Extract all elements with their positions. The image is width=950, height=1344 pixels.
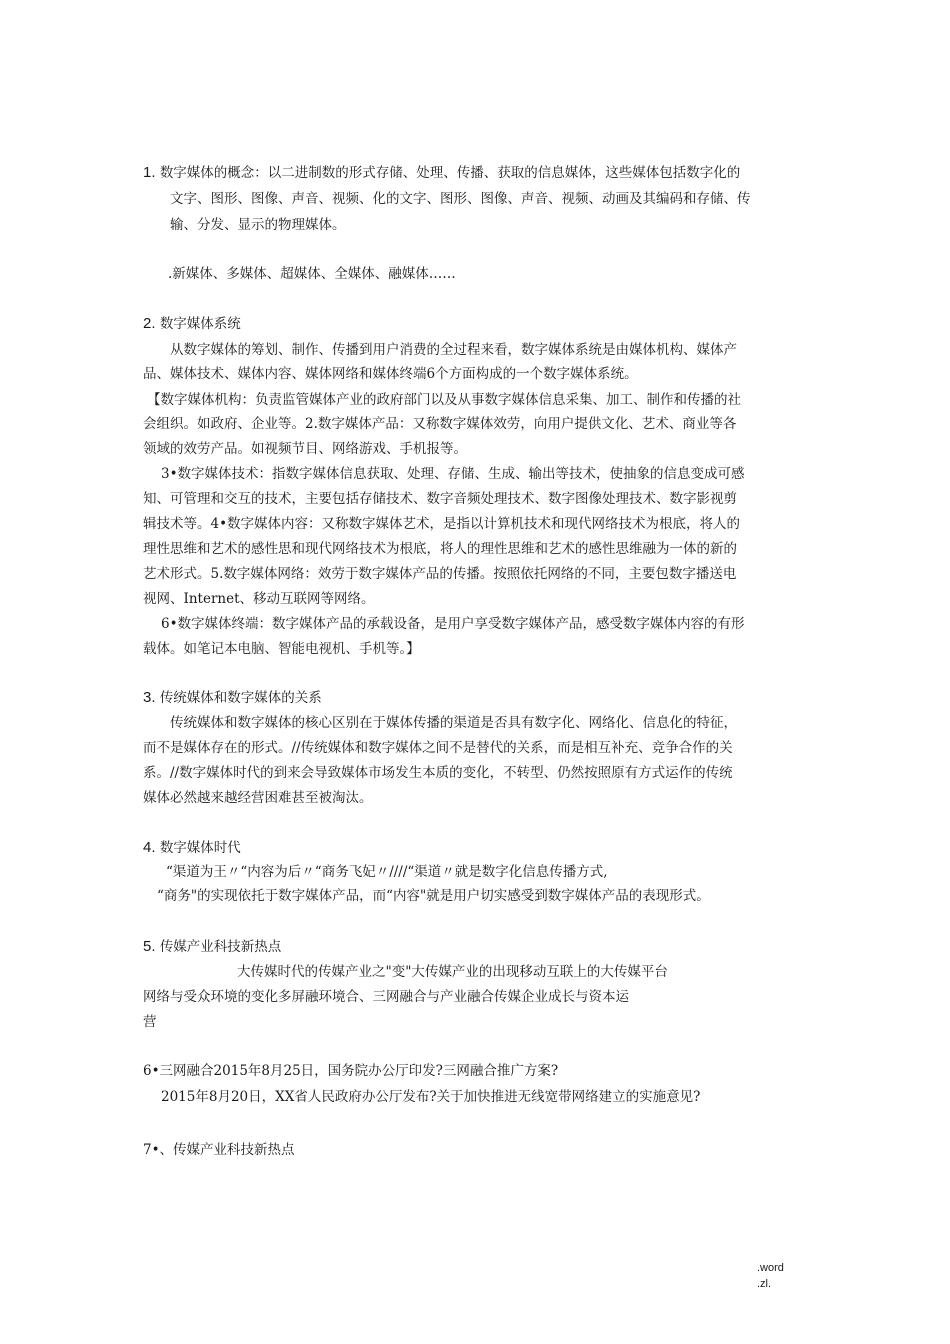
paragraph-line: 3•数字媒体技术：指数字媒体信息获取、处理、存储、生成、输出等技术，使抽象的信息变成可感 [161, 466, 745, 482]
paragraph-line: 营 [143, 1014, 157, 1030]
paragraph-line: “商务"的实现依托于数字媒体产品，而“内容"就是用户切实感受到数字媒体产品的表现形式。 [157, 888, 710, 904]
section-1-heading [143, 163, 740, 183]
section-title: 数字媒体系统 [159, 316, 241, 332]
paragraph-line: 领域的效劳产品。如视频节目、网络游戏、手机报等。 [143, 441, 467, 457]
footer-zl: .zl. [757, 1278, 772, 1290]
paragraph-line: 理性思维和艺术的感性思和现代网络技术为根底，将人的理性思维和艺术的感性思维融为一体的新的 [143, 541, 737, 557]
paragraph-line: 知、可管理和交互的技术，主要包括存储技术、数字音频处理技术、数字图像处理技术、数字影视剪 [143, 491, 737, 507]
section-2-heading [143, 314, 241, 334]
section-5-heading [143, 937, 281, 957]
section-1-line-3: 输、分发、显示的物理媒体。 [170, 217, 346, 233]
paragraph-line: 品、媒体技术、媒体内容、媒体网络和媒体终端6个方面构成的一个数字媒体系统。 [143, 366, 638, 382]
media-types-line: .新媒体、多媒体、超媒体、全媒体、融媒体…… [168, 266, 456, 282]
section-title: 数字媒体时代 [159, 840, 241, 856]
paragraph-line: 6•数字媒体终端：数字媒体产品的承载设备，是用户享受数字媒体产品，感受数字媒体内容的有形 [161, 616, 745, 632]
section-number: 4. [143, 839, 156, 856]
paragraph-line: 传统媒体和数字媒体的核心区别在于媒体传播的渠道是否具有数字化、网络化、信息化的特征， [170, 715, 737, 731]
paragraph-line: 而不是媒体存在的形式。//传统媒体和数字媒体之间不是替代的关系，而是相互补充、竞争合作的关 [143, 740, 733, 756]
paragraph-line: 艺术形式。5.数字媒体网络：效劳于数字媒体产品的传播。按照依托网络的不同，主要包数字播送电 [143, 566, 737, 582]
section-title: 传媒产业科技新热点 [159, 939, 282, 955]
paragraph-line: 视网、Internet、移动互联网等网络。 [143, 591, 375, 607]
section-6-heading: 6•三网融合2015年8月25日，国务院办公厅印发?三网融合推广方案? [143, 1063, 559, 1079]
paragraph-line: 大传媒时代的传媒产业之"变"大传媒产业的出现移动互联上的大传媒平台 [237, 964, 668, 980]
paragraph-line: 2015年8月20日，XX省人民政府办公厅发布?关于加快推进无线宽带网络建立的实施意见? [161, 1089, 701, 1105]
footer-word: .word [757, 1262, 784, 1274]
section-7-heading: 7•、传媒产业科技新热点 [143, 1142, 295, 1158]
section-1-line-2: 文字、图形、图像、声音、视频、化的文字、图形、图像、声音、视频、动画及其编码和存储、传 [170, 191, 751, 207]
paragraph-line: 媒体必然越来越经营困难甚至被淘汰。 [143, 790, 373, 806]
section-number: 1. [143, 164, 156, 181]
paragraph-line: 网络与受众环境的变化多屏融环境合、三网融合与产业融合传媒企业成长与资本运 [143, 989, 629, 1005]
section-1-line-1: 数字媒体的概念：以二进制数的形式存储、处理、传播、获取的信息媒体，这些媒体包括数字化的 [159, 165, 741, 181]
paragraph-line: 系。//数字媒体时代的到来会导致媒体市场发生本质的变化，不转型、仍然按照原有方式运作的传统 [143, 765, 733, 781]
section-number: 2. [143, 315, 156, 332]
section-title: 传统媒体和数字媒体的关系 [159, 690, 322, 706]
paragraph-line: “渠道为王〃“内容为后〃“商务飞妃〃////“渠道〃就是数字化信息传播方式, [166, 864, 608, 880]
section-3-heading [143, 688, 322, 708]
section-number: 3. [143, 689, 156, 706]
paragraph-line: 【数字媒体机构：负责监管媒体产业的政府部门以及从事数字媒体信息采集、加工、制作和传播的社 [147, 392, 741, 408]
paragraph-line: 会组织。如政府、企业等。2.数字媒体产品：又称数字媒体效劳，向用户提供文化、艺术、商业等各 [143, 416, 737, 432]
section-4-heading [143, 838, 241, 858]
paragraph-line: 辑技术等。4•数字媒体内容：又称数字媒体艺术，是指以计算机技术和现代网络技术为根底，将人的 [143, 516, 741, 532]
paragraph-line: 载体。如笔记本电脑、智能电视机、手机等。】 [143, 641, 420, 657]
section-number: 5. [143, 938, 156, 955]
paragraph-line: 从数字媒体的筹划、制作、传播到用户消费的全过程来看，数字媒体系统是由媒体机构、媒体产 [170, 342, 737, 358]
